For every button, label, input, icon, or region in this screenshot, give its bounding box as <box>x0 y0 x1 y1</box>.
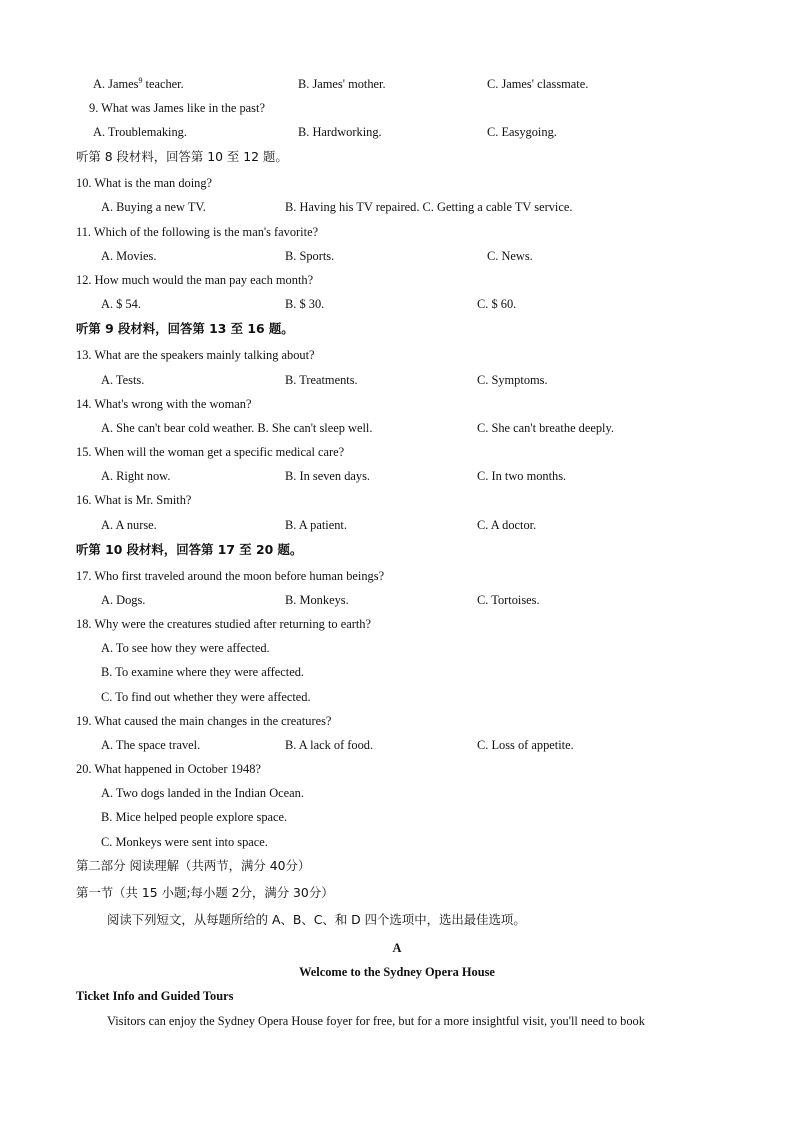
q19-option-a: A. The space travel. <box>101 738 201 752</box>
q10-option-a: A. Buying a new TV. <box>101 200 206 214</box>
q17-question: 17. Who first traveled around the moon before human beings? <box>76 569 385 583</box>
q9-option-a: A. Troublemaking. <box>93 125 187 139</box>
q14-option-ab: A. She can't bear cold weather. B. She can't sleep well. <box>101 421 373 435</box>
q13-option-b: B. Treatments. <box>285 373 358 387</box>
q10-option-bc: B. Having his TV repaired. C. Getting a cable TV service. <box>285 200 573 214</box>
q13-option-a: A. Tests. <box>101 373 145 387</box>
q16-question: 16. What is Mr. Smith? <box>76 493 192 507</box>
q18-option-c: C. To find out whether they were affected. <box>101 690 311 704</box>
q15-option-a: A. Right now. <box>101 469 171 483</box>
q12-option-b: B. $ 30. <box>285 297 325 311</box>
section-8-heading: 听第 8 段材料，回答第 10 至 12 题。 <box>76 149 288 164</box>
q20-question: 20. What happened in October 1948? <box>76 762 261 776</box>
passage-paragraph: Visitors can enjoy the Sydney Opera House foyer for free, but for a more insightful visit, you'll need to book <box>107 1014 645 1028</box>
q15-option-b: B. In seven days. <box>285 469 370 483</box>
q8-option-a: A. James$^9$ teacher. <box>93 75 184 91</box>
q19-option-b: B. A lack of food. <box>285 738 374 752</box>
q11-question: 11. Which of the following is the man's favorite? <box>76 225 319 239</box>
q18-option-b: B. To examine where they were affected. <box>101 665 305 679</box>
passage-letter: A <box>392 941 402 955</box>
q20-option-c: C. Monkeys were sent into space. <box>101 835 268 849</box>
q11-option-c: C. News. <box>487 249 533 263</box>
q9-option-c: C. Easygoing. <box>487 125 557 139</box>
q16-option-b: B. A patient. <box>285 518 347 532</box>
q16-option-a: A. A nurse. <box>101 518 157 532</box>
q12-option-a: A. $ 54. <box>101 297 141 311</box>
q15-question: 15. When will the woman get a specific medical care? <box>76 445 345 459</box>
q10-question: 10. What is the man doing? <box>76 176 213 190</box>
q13-question: 13. What are the speakers mainly talking about? <box>76 348 315 362</box>
q13-option-c: C. Symptoms. <box>477 373 548 387</box>
q14-option-c: C. She can't breathe deeply. <box>477 421 614 435</box>
q16-option-c: C. A doctor. <box>477 518 537 532</box>
q17-option-c: C. Tortoises. <box>477 593 540 607</box>
q15-option-c: C. In two months. <box>477 469 567 483</box>
q20-option-a: A. Two dogs landed in the Indian Ocean. <box>101 786 304 800</box>
q18-option-a: A. To see how they were affected. <box>101 641 270 655</box>
q12-option-c: C. $ 60. <box>477 297 517 311</box>
q17-option-a: A. Dogs. <box>101 593 146 607</box>
q8-option-b: B. James' mother. <box>298 77 386 91</box>
q14-question: 14. What's wrong with the woman? <box>76 397 252 411</box>
passage-title: Welcome to the Sydney Opera House <box>299 965 495 979</box>
q17-option-b: B. Monkeys. <box>285 593 349 607</box>
passage-subheading: Ticket Info and Guided Tours <box>76 989 234 1003</box>
q19-option-c: C. Loss of appetite. <box>477 738 574 752</box>
reading-instruction: 阅读下列短文，从每题所给的 A、B、C、和 D 四个选项中，选出最佳选项。 <box>107 912 526 927</box>
q11-option-b: B. Sports. <box>285 249 335 263</box>
q9-question: 9. What was James like in the past? <box>89 101 265 115</box>
q20-option-b: B. Mice helped people explore space. <box>101 810 288 824</box>
q12-question: 12. How much would the man pay each month? <box>76 273 314 287</box>
part-2-heading: 第二部分 阅读理解（共两节，满分 40分） <box>76 858 311 873</box>
section-1-heading: 第一节（共 15 小题;每小题 2分，满分 30分） <box>76 885 334 900</box>
section-9-heading: 听第 9 段材料，回答第 13 至 16 题。 <box>76 321 294 336</box>
section-10-heading: 听第 10 段材料，回答第 17 至 20 题。 <box>76 542 303 557</box>
q9-option-b: B. Hardworking. <box>298 125 382 139</box>
q11-option-a: A. Movies. <box>101 249 157 263</box>
q19-question: 19. What caused the main changes in the creatures? <box>76 714 332 728</box>
q8-option-c: C. James' classmate. <box>487 77 589 91</box>
q18-question: 18. Why were the creatures studied after returning to earth? <box>76 617 371 631</box>
